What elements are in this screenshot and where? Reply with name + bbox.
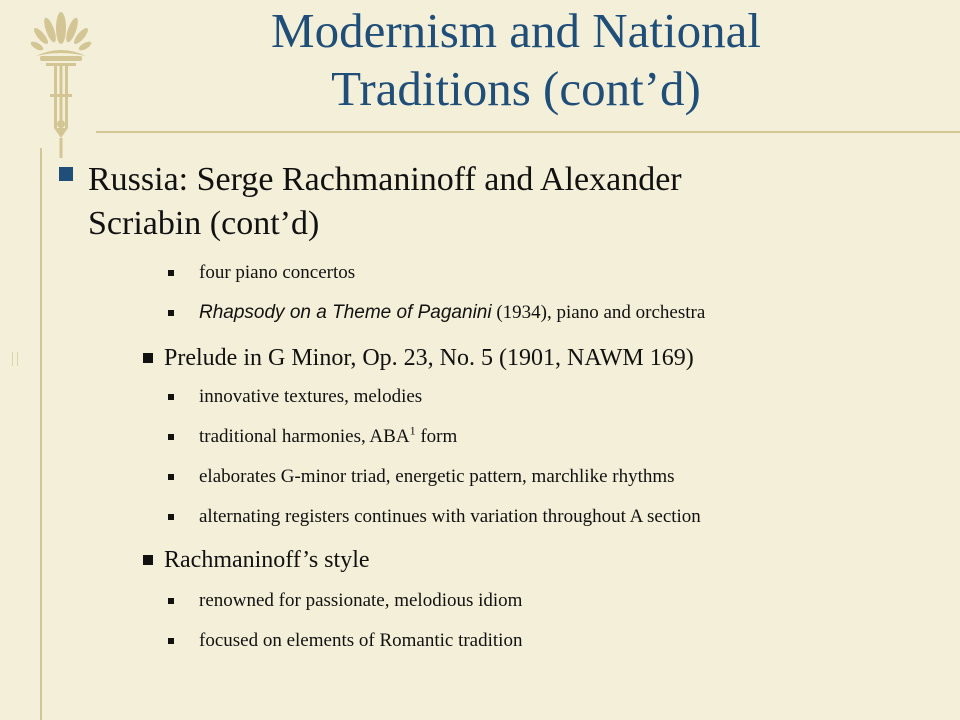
margin-tick <box>12 352 13 366</box>
main-heading <box>88 158 888 246</box>
bullet-icon <box>168 310 174 316</box>
square-bullet-icon <box>59 167 73 181</box>
bullet-icon <box>168 598 174 604</box>
slide: Modernism and National Traditions (cont’d) Russia: Serge Rachmaninoff and Alexander Scriabin (cont’d) four piano concertos Rhapsody on a Theme of Paganini (1934), piano and orchestra Prelude in G Minor, Op. 23, No. 5 (1901, NAWM 169) innovative textures, melodies traditional harmonies, ABA$^1$ form elaborates G-minor triad, energetic pattern, marchlike rhythms alternating registers continues with variation throughout A section Rachmaninoff’s style renowned for passionate, melodious idiom focused on elements of Romantic tradition <box>0 0 960 720</box>
bullet-icon <box>143 353 153 363</box>
bullet-icon <box>143 555 153 565</box>
heading-line-2: Scriabin (cont’d) <box>88 205 320 242</box>
margin-tick <box>17 352 18 366</box>
bullet-icon <box>168 434 174 440</box>
title-underline <box>96 131 960 133</box>
work-title: Rhapsody on a Theme of Paganini <box>199 302 492 323</box>
title-line-1: Modernism and National <box>271 3 761 58</box>
heading-line-1: Russia: Serge Rachmaninoff and Alexander <box>88 161 682 198</box>
decorative-ornament-icon <box>26 0 96 160</box>
title-line-2: Traditions (cont’d) <box>331 61 701 116</box>
bullet-icon <box>168 270 174 276</box>
slide-title <box>196 2 836 118</box>
bullet-icon <box>168 638 174 644</box>
bullet-icon <box>168 514 174 520</box>
bullet-icon <box>168 474 174 480</box>
bullet-icon <box>168 394 174 400</box>
vertical-rule <box>40 148 42 720</box>
